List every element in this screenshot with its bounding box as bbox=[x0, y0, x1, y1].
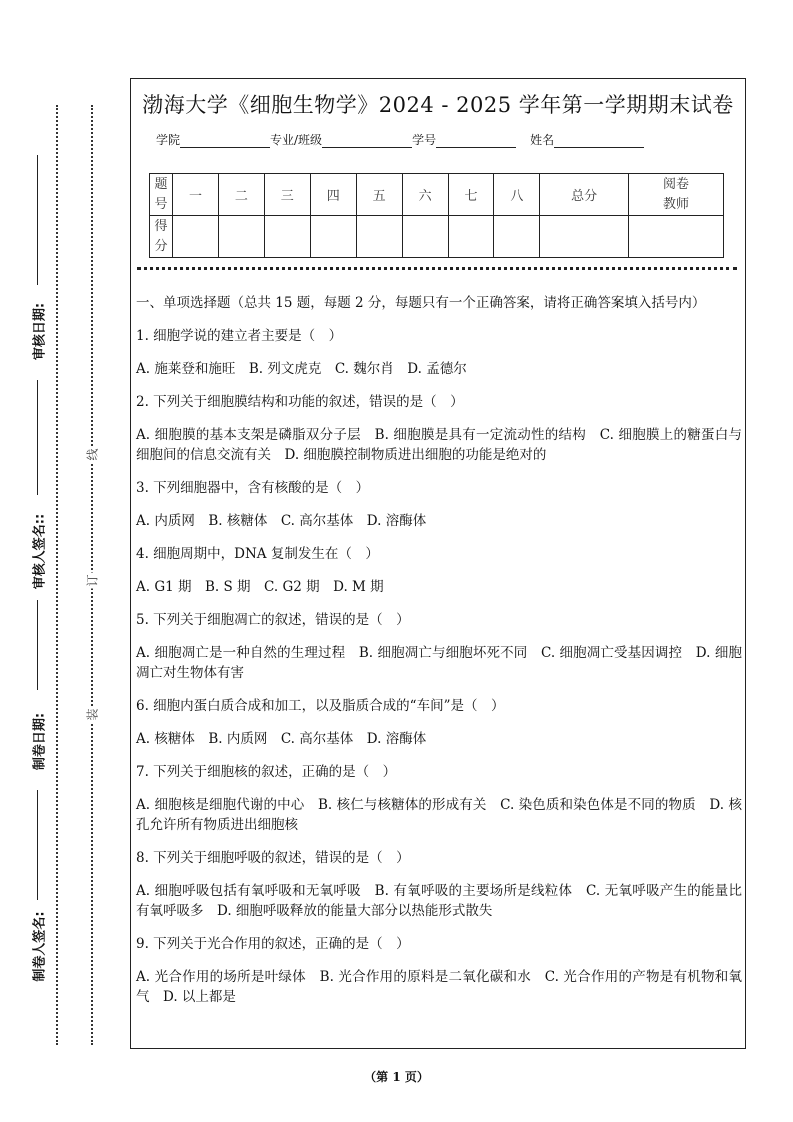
options: A. 光合作用的场所是叶绿体 B. 光合作用的原料是二氧化碳和水 C. 光合作用的产物是有机物和氧气 D. 以上都是 bbox=[136, 969, 742, 1005]
col-3: 三 bbox=[264, 174, 310, 216]
exam-title: 渤海大学《细胞生物学》2024 - 2025 学年第一学期期末试卷 bbox=[142, 93, 734, 117]
options: A. 细胞膜的基本支架是磷脂双分子层 B. 细胞膜是具有一定流动性的结构 C. 细胞膜上的糖蛋白与细胞间的信息交流有关 D. 细胞膜控制物质进出细胞的功能是绝对的 bbox=[136, 427, 742, 463]
dotted-line-outer bbox=[56, 105, 58, 1045]
score-cell[interactable] bbox=[218, 216, 264, 258]
cut-mark-ding: 订 bbox=[85, 574, 100, 587]
divider-dotted bbox=[137, 267, 737, 270]
section-heading: 一、单项选择题（总共 15 题，每题 2 分，每题只有一个正确答案，请将正确答案填入括号内） bbox=[136, 295, 706, 311]
options: A. 细胞呼吸包括有氧呼吸和无氧呼吸 B. 有氧呼吸的主要场所是线粒体 C. 无氧呼吸产生的能量比有氧呼吸多 D. 细胞呼吸释放的能量大部分以热能形式散失 bbox=[136, 883, 742, 919]
reviewer-signature-label: 审核人签名:: bbox=[32, 513, 48, 590]
reviewer-signature-line[interactable] bbox=[37, 380, 38, 495]
score-cell[interactable] bbox=[356, 216, 402, 258]
score-cell[interactable] bbox=[310, 216, 356, 258]
score-cell[interactable] bbox=[629, 216, 724, 258]
question: 2. 下列关于细胞膜结构和功能的叙述，错误的是（ ） bbox=[136, 394, 464, 410]
col-8: 八 bbox=[494, 174, 540, 216]
score-cell[interactable] bbox=[264, 216, 310, 258]
score-table-header-row bbox=[150, 174, 724, 216]
college-field[interactable] bbox=[180, 134, 270, 148]
question: 7. 下列关于细胞核的叙述，正确的是（ ） bbox=[136, 764, 397, 780]
question: 6. 细胞内蛋白质合成和加工，以及脂质合成的“车间”是（ ） bbox=[136, 698, 505, 714]
col-4: 四 bbox=[310, 174, 356, 216]
student-id-label: 学号 bbox=[412, 133, 437, 147]
options: A. 细胞核是细胞代谢的中心 B. 核仁与核糖体的形成有关 C. 染色质和染色体是不同的物质 D. 核孔允许所有物质进出细胞核 bbox=[136, 797, 742, 833]
exam-frame bbox=[130, 78, 746, 1049]
student-info bbox=[156, 131, 644, 148]
preparer-signature-line[interactable] bbox=[37, 790, 38, 900]
score-table-score-row bbox=[150, 216, 724, 258]
score-table bbox=[149, 173, 724, 258]
question: 3. 下列细胞器中，含有核酸的是（ ） bbox=[136, 480, 370, 496]
exam-date-line[interactable] bbox=[37, 600, 38, 690]
review-date-label: 审核日期: bbox=[32, 302, 48, 361]
page-number: （第 1 页） bbox=[364, 1070, 429, 1084]
options: A. 核糖体 B. 内质网 C. 高尔基体 D. 溶酶体 bbox=[136, 731, 427, 747]
cut-mark-zhuang: 装 bbox=[85, 708, 100, 721]
score-cell[interactable] bbox=[494, 216, 540, 258]
question-number-label: 题号 bbox=[150, 174, 173, 216]
score-cell[interactable] bbox=[173, 216, 219, 258]
major-class-label: 专业/班级 bbox=[270, 133, 323, 147]
cut-mark-xian: 线 bbox=[85, 448, 100, 461]
preparer-signature-label: 制卷人签名: bbox=[32, 911, 48, 982]
options: A. 施莱登和施旺 B. 列文虎克 C. 魏尔肖 D. 孟德尔 bbox=[136, 361, 467, 377]
college-label: 学院 bbox=[156, 133, 181, 147]
col-2: 二 bbox=[218, 174, 264, 216]
score-cell[interactable] bbox=[540, 216, 629, 258]
col-grader: 阅卷教师 bbox=[629, 174, 724, 216]
score-label: 得分 bbox=[150, 216, 173, 258]
exam-date-label: 制卷日期: bbox=[32, 712, 48, 771]
question: 8. 下列关于细胞呼吸的叙述，错误的是（ ） bbox=[136, 850, 410, 866]
student-id-field[interactable] bbox=[436, 134, 516, 148]
score-cell[interactable] bbox=[402, 216, 448, 258]
name-field[interactable] bbox=[554, 134, 644, 148]
question: 4. 细胞周期中，DNA 复制发生在（ ） bbox=[136, 546, 379, 562]
col-7: 七 bbox=[448, 174, 494, 216]
options: A. 内质网 B. 核糖体 C. 高尔基体 D. 溶酶体 bbox=[136, 513, 427, 529]
col-total: 总分 bbox=[540, 174, 629, 216]
review-date-line[interactable] bbox=[37, 155, 38, 285]
major-class-field[interactable] bbox=[322, 134, 412, 148]
score-cell[interactable] bbox=[448, 216, 494, 258]
question: 9. 下列关于光合作用的叙述，正确的是（ ） bbox=[136, 936, 410, 952]
questions bbox=[136, 293, 742, 1020]
col-1: 一 bbox=[173, 174, 219, 216]
options: A. G1 期 B. S 期 C. G2 期 D. M 期 bbox=[136, 579, 384, 595]
name-label: 姓名 bbox=[530, 133, 555, 147]
col-6: 六 bbox=[402, 174, 448, 216]
question: 5. 下列关于细胞凋亡的叙述，错误的是（ ） bbox=[136, 612, 410, 628]
options: A. 细胞凋亡是一种自然的生理过程 B. 细胞凋亡与细胞坏死不同 C. 细胞凋亡受基因调控 D. 细胞凋亡对生物体有害 bbox=[136, 645, 742, 681]
question: 1. 细胞学说的建立者主要是（ ） bbox=[136, 328, 343, 344]
col-5: 五 bbox=[356, 174, 402, 216]
